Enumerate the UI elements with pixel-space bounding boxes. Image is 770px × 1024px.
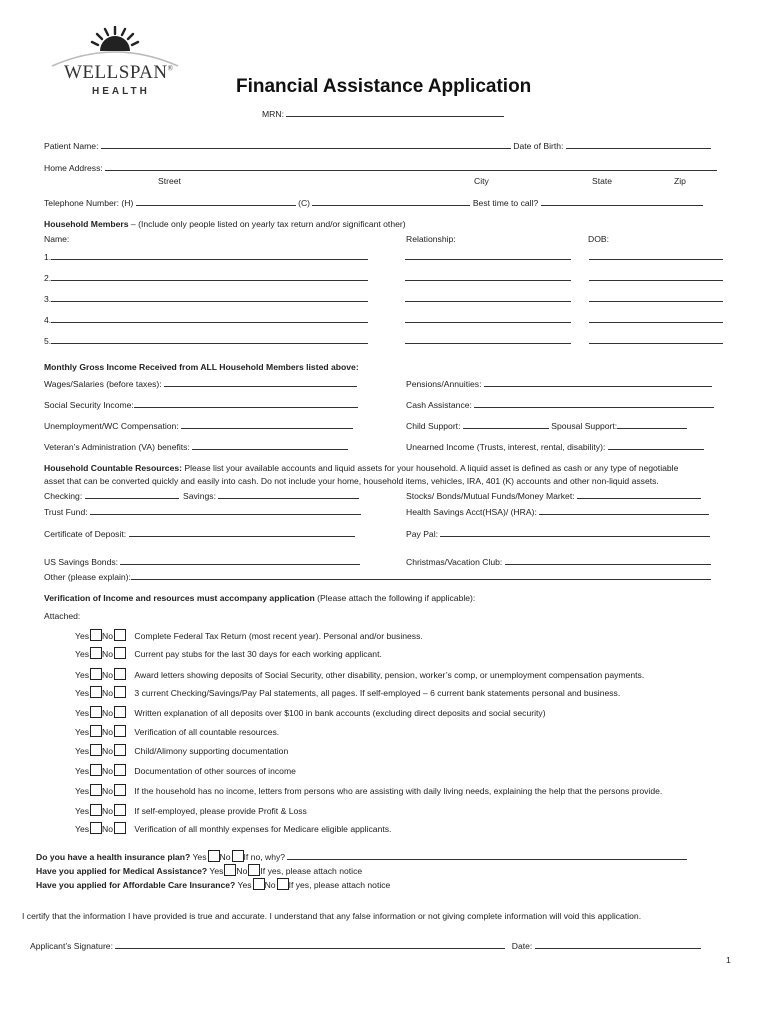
household-row	[44, 272, 723, 283]
dob-column-header: DOB:	[588, 234, 610, 244]
hsa-field[interactable]	[539, 506, 709, 515]
logo-wordmark: WELLSPAN	[64, 62, 168, 83]
verification-item	[75, 804, 307, 816]
checking-label: Checking:	[44, 491, 83, 501]
yes-checkbox[interactable]	[90, 744, 102, 756]
no-label: No	[264, 880, 276, 890]
yes-label: Yes	[75, 824, 90, 834]
attach-notice-label: If yes, please attach notice	[288, 880, 391, 890]
attached-label: Attached:	[44, 611, 81, 621]
spousal-support-label: Spousal Support:	[551, 421, 618, 431]
member-relationship-field[interactable]	[405, 314, 571, 323]
no-checkbox[interactable]	[114, 804, 126, 816]
veterans-label: Veteran’s Administration (VA) benefits:	[44, 442, 190, 452]
stocks-field[interactable]	[577, 490, 701, 499]
verification-item	[75, 725, 279, 737]
member-dob-field[interactable]	[589, 335, 723, 344]
yes-checkbox[interactable]	[90, 686, 102, 698]
savings-label: Savings:	[183, 491, 216, 501]
mrn-label: MRN:	[262, 109, 284, 119]
trust-fund-label: Trust Fund:	[44, 507, 88, 517]
no-label: No	[102, 649, 114, 659]
verification-item	[75, 744, 288, 756]
household-note: – (Include only people listed on yearly tax return and/or significant other)	[128, 219, 406, 229]
home-phone-label: Telephone Number: (H)	[44, 198, 134, 208]
household-row	[44, 293, 723, 304]
no-checkbox[interactable]	[114, 647, 126, 659]
verification-note: (Please attach the following if applicable):	[314, 593, 476, 603]
social-security-label: Social Security Income:	[44, 400, 134, 410]
verification-item	[75, 647, 382, 659]
yes-label: Yes	[75, 649, 90, 659]
verification-heading: Verification of Income and resources must accompany application	[44, 593, 315, 603]
veterans-field[interactable]	[192, 441, 348, 450]
wages-label: Wages/Salaries (before taxes):	[44, 379, 162, 389]
cash-assistance-label: Cash Assistance:	[406, 400, 472, 410]
no-label: No	[102, 824, 114, 834]
no-label: No	[102, 708, 114, 718]
no-checkbox[interactable]	[277, 878, 289, 890]
cash-assistance-field[interactable]	[474, 399, 714, 408]
no-checkbox[interactable]	[114, 764, 126, 776]
no-checkbox[interactable]	[114, 686, 126, 698]
street-caption: Street	[158, 176, 181, 186]
no-checkbox[interactable]	[248, 864, 260, 876]
zip-caption: Zip	[674, 176, 686, 186]
home-address-label: Home Address:	[44, 163, 103, 173]
resources-description-1: Please list your available accounts and liquid assets for your household. A liquid asset is defined as cash or any type of negotiable	[182, 463, 679, 473]
verification-item	[75, 668, 644, 680]
household-row	[44, 314, 723, 325]
member-name-field[interactable]	[51, 251, 368, 260]
other-label: Other (please explain):	[44, 572, 131, 582]
yes-checkbox[interactable]	[253, 878, 265, 890]
resources-description-2: asset that can be converted quickly and easily into cash. Do not include your home, household items, vehicles, IRA, 401 (K) accounts and other non-liquid assets.	[44, 476, 659, 486]
yes-label: Yes	[75, 631, 90, 641]
verification-item-text: If self-employed, please provide Profit & Loss	[134, 806, 307, 816]
no-checkbox[interactable]	[114, 725, 126, 737]
paypal-label: Pay Pal:	[406, 529, 439, 539]
no-checkbox[interactable]	[114, 629, 126, 641]
unemployment-label: Unemployment/WC Compensation:	[44, 421, 179, 431]
yes-label: Yes	[75, 746, 90, 756]
insurance-question-label: Do you have a health insurance plan?	[36, 852, 191, 862]
no-checkbox[interactable]	[114, 744, 126, 756]
yes-label: Yes	[75, 727, 90, 737]
stocks-label: Stocks/ Bonds/Mutual Funds/Money Market:	[406, 491, 575, 501]
yes-checkbox[interactable]	[90, 668, 102, 680]
yes-checkbox[interactable]	[224, 864, 236, 876]
relationship-column-header: Relationship:	[406, 234, 456, 244]
row-number: 3.	[44, 294, 52, 304]
mrn-field[interactable]	[286, 108, 504, 117]
verification-item	[75, 764, 296, 776]
no-checkbox[interactable]	[232, 850, 244, 862]
date-label: Date:	[511, 941, 533, 951]
name-column-header: Name:	[44, 234, 70, 244]
attach-notice-label: If yes, please attach notice	[260, 866, 363, 876]
member-name-field[interactable]	[51, 272, 368, 281]
household-heading: Household Members	[44, 219, 129, 229]
verification-item	[75, 629, 423, 641]
no-label: No	[102, 688, 114, 698]
pensions-label: Pensions/Annuities:	[406, 379, 482, 389]
christmas-club-label: Christmas/Vacation Club:	[406, 557, 503, 567]
row-number: 5.	[44, 336, 52, 346]
yes-checkbox[interactable]	[208, 850, 220, 862]
verification-item	[75, 784, 662, 796]
member-dob-field[interactable]	[589, 272, 723, 281]
home-address-field[interactable]	[105, 162, 717, 171]
dob-label: Date of Birth:	[513, 141, 564, 151]
no-label: No	[102, 631, 114, 641]
best-time-field[interactable]	[541, 197, 703, 206]
home-phone-field[interactable]	[136, 197, 296, 206]
member-name-field[interactable]	[51, 335, 368, 344]
signature-label: Applicant’s Signature:	[30, 941, 113, 951]
logo-registered: ®	[167, 64, 174, 73]
verification-item-text: Documentation of other sources of income	[134, 766, 296, 776]
pensions-field[interactable]	[484, 378, 712, 387]
logo-health: HEALTH	[92, 86, 150, 97]
verification-item-text: Complete Federal Tax Return (most recent year). Personal and/or business.	[134, 631, 423, 641]
child-support-field[interactable]	[463, 420, 549, 429]
city-caption: City	[474, 176, 489, 186]
insurance-question-2	[36, 864, 362, 876]
resources-heading: Household Countable Resources:	[44, 463, 182, 473]
yes-label: Yes	[75, 766, 90, 776]
verification-item-text: If the household has no income, letters from persons who are assisting with daily living needs, explaining the help that the persons provide.	[134, 786, 663, 796]
paypal-field[interactable]	[440, 528, 710, 537]
row-number: 4.	[44, 315, 52, 325]
yes-checkbox[interactable]	[90, 822, 102, 834]
spousal-support-field[interactable]	[617, 420, 687, 429]
yes-label: Yes	[75, 708, 90, 718]
best-time-label: Best time to call?	[472, 198, 539, 208]
no-label: No	[219, 852, 231, 862]
member-relationship-field[interactable]	[405, 272, 571, 281]
patient-name-field[interactable]	[101, 140, 511, 149]
savings-field[interactable]	[218, 490, 359, 499]
signature-field[interactable]	[115, 940, 505, 949]
member-name-field[interactable]	[51, 293, 368, 302]
no-checkbox[interactable]	[114, 706, 126, 718]
cell-phone-label: (C)	[298, 198, 311, 208]
cell-phone-field[interactable]	[312, 197, 470, 206]
state-caption: State	[592, 176, 613, 186]
christmas-club-field[interactable]	[505, 556, 711, 565]
checking-field[interactable]	[85, 490, 179, 499]
social-security-field[interactable]	[134, 399, 358, 408]
yes-checkbox[interactable]	[90, 784, 102, 796]
verification-item-text: 3 current Checking/Savings/Pay Pal statements, all pages. If self-employed – 6 current bank statements personal and business.	[134, 688, 621, 698]
no-checkbox[interactable]	[114, 784, 126, 796]
verification-item-text: Child/Alimony supporting documentation	[134, 746, 289, 756]
yes-label: Yes	[75, 670, 90, 680]
us-savings-bonds-field[interactable]	[120, 556, 360, 565]
no-label: No	[102, 786, 114, 796]
unemployment-field[interactable]	[181, 420, 353, 429]
yes-checkbox[interactable]	[90, 764, 102, 776]
household-row	[44, 251, 723, 262]
no-label: No	[236, 866, 248, 876]
member-dob-field[interactable]	[589, 293, 723, 302]
date-field[interactable]	[535, 940, 701, 949]
member-dob-field[interactable]	[589, 251, 723, 260]
yes-checkbox[interactable]	[90, 629, 102, 641]
patient-name-label: Patient Name:	[44, 141, 99, 151]
certificate-of-deposit-field[interactable]	[129, 528, 355, 537]
no-checkbox[interactable]	[114, 822, 126, 834]
unearned-income-field[interactable]	[608, 441, 704, 450]
verification-item-text: Verification of all monthly expenses for Medicare eligible applicants.	[134, 824, 392, 834]
certification-statement: I certify that the information I have provided is true and accurate. I understand that any false information or not giving complete information will void this application.	[22, 911, 642, 921]
no-label: No	[102, 670, 114, 680]
child-support-label: Child Support:	[406, 421, 461, 431]
trust-fund-field[interactable]	[90, 506, 361, 515]
no-label: No	[102, 766, 114, 776]
member-dob-field[interactable]	[589, 314, 723, 323]
wages-field[interactable]	[164, 378, 357, 387]
verification-item-text: Current pay stubs for the last 30 days for each working applicant.	[134, 649, 382, 659]
yes-checkbox[interactable]	[90, 725, 102, 737]
insurance-question-label: Have you applied for Medical Assistance?	[36, 866, 208, 876]
us-savings-bonds-label: US Savings Bonds:	[44, 557, 119, 567]
hsa-label: Health Savings Acct(HSA)/ (HRA):	[406, 507, 537, 517]
if-no-why-label: If no, why?	[243, 852, 286, 862]
member-relationship-field[interactable]	[405, 293, 571, 302]
yes-label: Yes	[75, 688, 90, 698]
member-relationship-field[interactable]	[405, 251, 571, 260]
certificate-of-deposit-label: Certificate of Deposit:	[44, 529, 127, 539]
yes-label: Yes	[237, 880, 252, 890]
verification-item	[75, 706, 546, 718]
yes-label: Yes	[75, 806, 90, 816]
yes-label: Yes	[192, 852, 207, 862]
other-field[interactable]	[131, 571, 711, 580]
no-label: No	[102, 727, 114, 737]
no-label: No	[102, 806, 114, 816]
row-number: 1.	[44, 252, 52, 262]
member-relationship-field[interactable]	[405, 335, 571, 344]
yes-checkbox[interactable]	[90, 804, 102, 816]
yes-label: Yes	[209, 866, 224, 876]
verification-item-text: Verification of all countable resources.	[134, 727, 280, 737]
page-title: Financial Assistance Application	[236, 76, 532, 97]
yes-checkbox[interactable]	[90, 647, 102, 659]
verification-item	[75, 822, 391, 834]
no-checkbox[interactable]	[114, 668, 126, 680]
page-number: 1	[726, 955, 731, 965]
if-no-why-field[interactable]	[287, 851, 687, 860]
income-heading: Monthly Gross Income Received from ALL Household Members listed above:	[44, 362, 359, 372]
row-number: 2.	[44, 273, 52, 283]
verification-item-text: Written explanation of all deposits over $100 in bank accounts (excluding direct deposits and social security)	[134, 708, 546, 718]
dob-field[interactable]	[566, 140, 711, 149]
yes-checkbox[interactable]	[90, 706, 102, 718]
insurance-question-label: Have you applied for Affordable Care Insurance?	[36, 880, 236, 890]
insurance-question-1	[36, 850, 687, 862]
verification-item	[75, 686, 620, 698]
member-name-field[interactable]	[51, 314, 368, 323]
insurance-question-3	[36, 878, 390, 890]
household-row	[44, 335, 723, 346]
no-label: No	[102, 746, 114, 756]
verification-item-text: Award letters showing deposits of Social Security, other disability, pension, worker’s comp, or unemployment compensation payments.	[134, 670, 645, 680]
yes-label: Yes	[75, 786, 90, 796]
unearned-income-label: Unearned Income (Trusts, interest, rental, disability):	[406, 442, 606, 452]
